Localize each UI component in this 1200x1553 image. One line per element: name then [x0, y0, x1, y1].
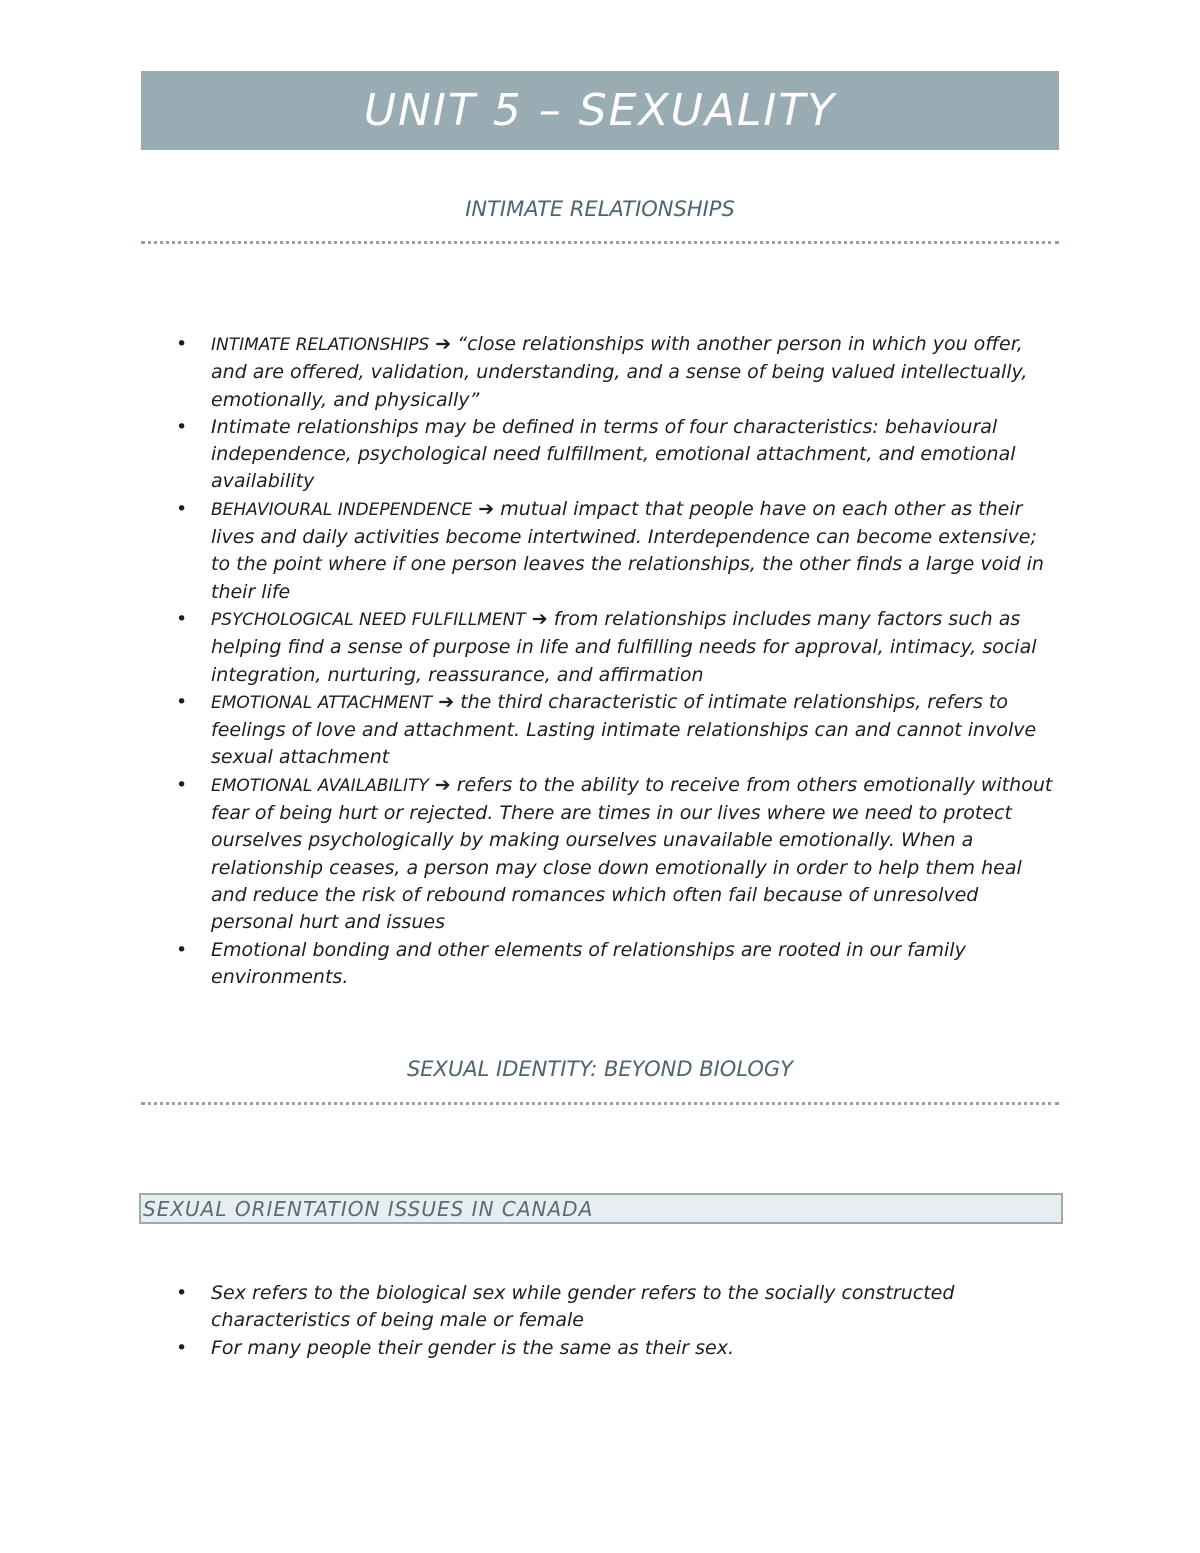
- arrow-icon: ➔: [472, 497, 501, 520]
- page-title: UNIT 5 – SEXUALITY: [363, 84, 837, 136]
- bullet-icon: •: [176, 1282, 188, 1304]
- definition: the third characteristic of intimate relationships, refers to feelings of love and attachment. Lasting intimate relationships can and cannot involve sexual attachment: [211, 690, 1037, 769]
- definition: from relationships includes many factors such as helping find a sense of purpose in life and fulfilling needs for approval, intimacy, social integration, nurturing, reassurance, and affirmation: [211, 607, 1037, 686]
- list-item: [141, 772, 1059, 937]
- arrow-icon: ➔: [428, 773, 457, 796]
- definition: Emotional bonding and other elements of relationships are rooted in our family environments.: [211, 938, 966, 988]
- definition: mutual impact that people have on each other as their lives and daily activities become intertwined. Interdependence can become extensive; to the point where if one person leaves the relationships, the other finds a large void in their life: [211, 497, 1044, 603]
- definition: “close relationships with another person in which you offer, and are offered, validation, understanding, and a sense of being valued intellectually, emotionally, and physically”: [211, 333, 1028, 411]
- bullet-icon: •: [176, 333, 188, 355]
- sexual-orientation-list: [141, 1280, 1059, 1362]
- bullet-icon: •: [176, 1336, 188, 1359]
- bullet-icon: •: [176, 415, 188, 438]
- arrow-icon: ➔: [429, 333, 458, 355]
- definition: Sex refers to the biological sex while gender refers to the socially constructed characteristics of being male or female: [211, 1282, 955, 1332]
- list-item: [141, 331, 1059, 414]
- bullet-icon: •: [176, 607, 188, 630]
- definition: refers to the ability to receive from others emotionally without fear of being hurt or rejected. There are times in our lives where we need to protect ourselves psychologically by making ourselves unavailable emotionally. When a relationship ceases, a person may close down emotionally in order to help them heal and reduce the risk of rebound romances which often fail because of unresolved personal hurt and issues: [211, 773, 1053, 934]
- list-item: [141, 1335, 1059, 1362]
- section-heading-intimate-relationships: INTIMATE RELATIONSHIPS: [465, 197, 735, 221]
- subsection-heading-box: [139, 1193, 1063, 1224]
- section-divider: [141, 1102, 1059, 1105]
- bullet-icon: •: [176, 938, 188, 961]
- arrow-icon: ➔: [432, 690, 461, 713]
- term: EMOTIONAL AVAILABILITY: [211, 775, 429, 796]
- definition: For many people their gender is the same as their sex.: [211, 1336, 735, 1359]
- definition: Intimate relationships may be defined in terms of four characteristics: behavioural independence, psychological need fulfillment, emotional attachment, and emotional availability: [211, 415, 1016, 493]
- section-heading-sexual-identity: SEXUAL IDENTITY: BEYOND BIOLOGY: [406, 1057, 794, 1081]
- arrow-icon: ➔: [525, 607, 554, 630]
- bullet-icon: •: [176, 497, 188, 520]
- term: EMOTIONAL ATTACHMENT: [211, 692, 433, 713]
- list-item: [141, 414, 1059, 496]
- term: INTIMATE RELATIONSHIPS: [211, 335, 430, 355]
- list-item: [141, 606, 1059, 689]
- title-banner: [141, 71, 1059, 150]
- section-divider: [141, 241, 1059, 244]
- list-item: [141, 496, 1059, 606]
- subsection-heading: SEXUAL ORIENTATION ISSUES IN CANADA: [143, 1196, 594, 1221]
- term: PSYCHOLOGICAL NEED FULFILLMENT: [211, 609, 526, 630]
- bullet-icon: •: [176, 773, 188, 796]
- list-item: [141, 689, 1059, 772]
- bullet-icon: •: [176, 690, 188, 713]
- list-item: [141, 1280, 1059, 1335]
- intimate-relationships-list: [141, 331, 1059, 991]
- list-item: [141, 937, 1059, 992]
- term: BEHAVIOURAL INDEPENDENCE: [211, 499, 473, 520]
